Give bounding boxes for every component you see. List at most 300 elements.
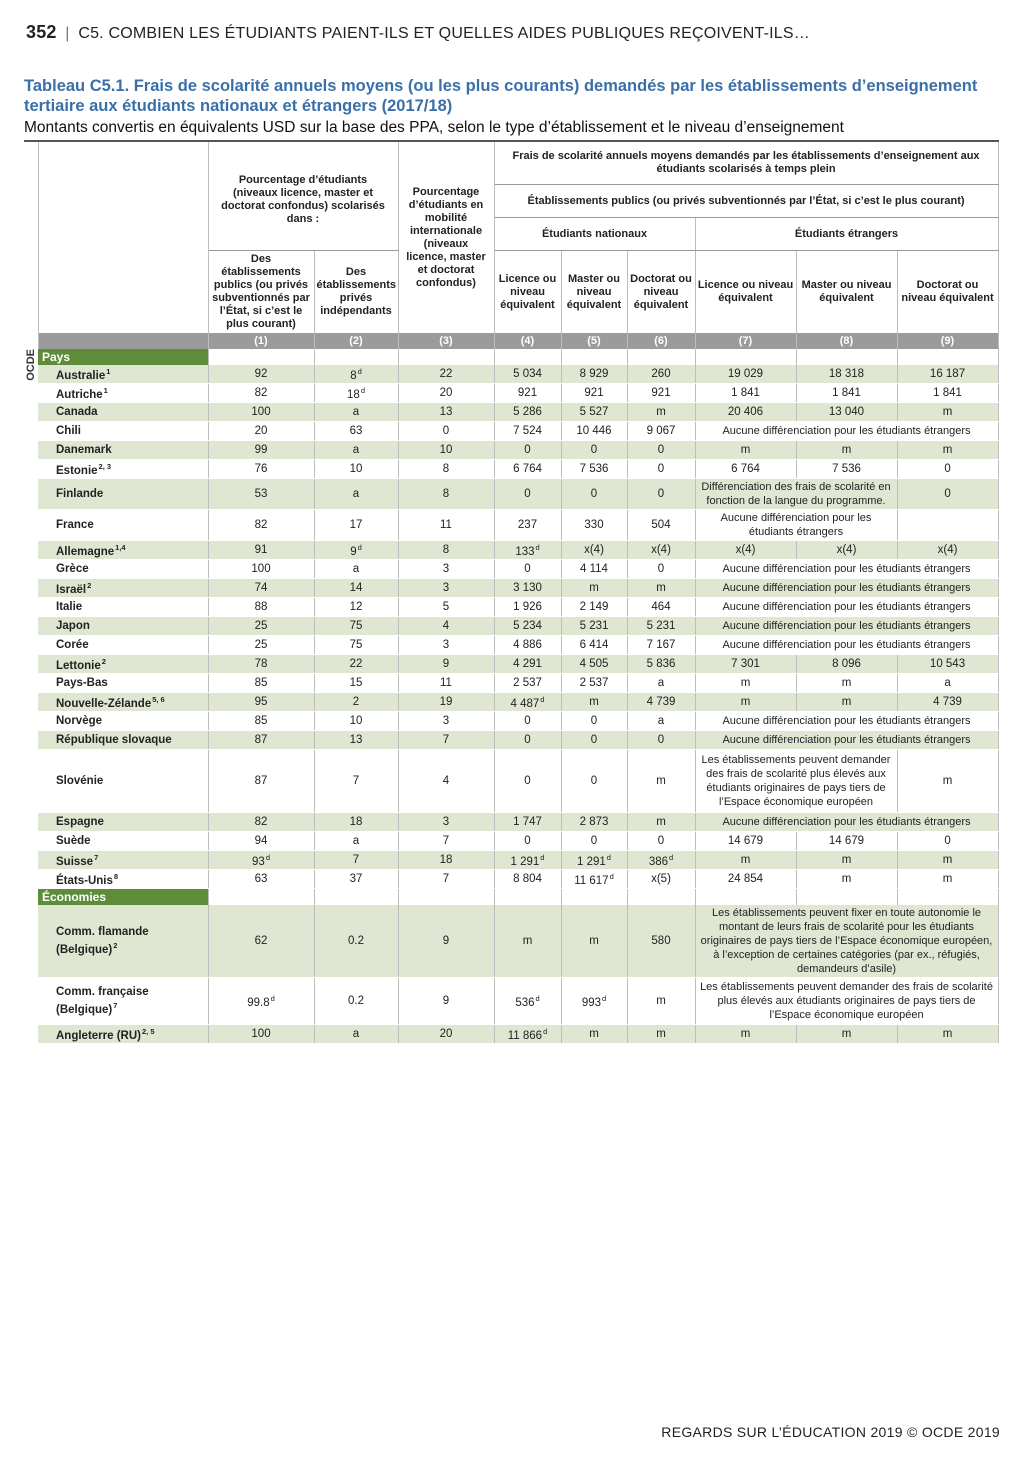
cell-value: 11 — [440, 677, 452, 689]
table-cell — [314, 1025, 398, 1044]
table-cell — [561, 636, 627, 655]
cell-value: 3 — [442, 563, 450, 575]
cell-value: 9 — [442, 658, 450, 670]
col-num: (1) — [208, 333, 314, 349]
cell-value: 1 841 — [933, 387, 962, 399]
country-name: Japon — [56, 620, 90, 632]
cell-value: 24 854 — [727, 873, 764, 885]
table-row — [24, 560, 998, 579]
table-cell — [627, 674, 695, 693]
table-cell — [398, 674, 494, 693]
table-cell — [695, 731, 998, 750]
cell-value: 19 — [439, 696, 453, 708]
table-cell — [494, 731, 561, 750]
header-separator: | — [65, 25, 70, 42]
table-row — [24, 598, 998, 617]
table-cell — [314, 851, 398, 870]
country-name: Corée — [56, 639, 89, 651]
table-cell — [695, 870, 796, 889]
cell-value: Les établissements peuvent demander des frais de scolarité plus élevés aux étudiants originaires de pays tiers de l’Espace économique européen — [700, 981, 993, 1021]
table-cell — [695, 674, 796, 693]
country-name: Grèce — [56, 563, 89, 575]
empty-cell — [314, 889, 398, 906]
cell-value: 386 — [648, 855, 668, 868]
cell-value: Aucune différenciation pour les étudiants étrangers — [722, 734, 971, 746]
cell-value: 4 487 — [510, 697, 540, 710]
table-cell — [494, 693, 561, 712]
cell-value: 2 537 — [579, 677, 609, 689]
header-doctorat-nat: Doctorat ou niveau équivalent — [627, 251, 695, 334]
cell-value: 99 — [254, 444, 268, 456]
table-cell — [561, 460, 627, 479]
table-cell — [897, 832, 998, 851]
cell-value: 88 — [254, 601, 268, 613]
cell-value: 0 — [657, 835, 665, 847]
table-cell — [695, 712, 998, 731]
cell-value: m — [656, 816, 666, 828]
header-pct-private: Des établissements privés indépendants — [314, 251, 398, 334]
table-cell — [695, 365, 796, 384]
table-row — [24, 422, 998, 441]
header-fees-group: Frais de scolarité annuels moyens demandés par les établissements d’enseignement aux étudiants scolarisés à temps plein — [494, 141, 998, 185]
cell-value: 993 — [581, 996, 601, 1009]
cell-value: x(4) — [836, 544, 857, 556]
empty-cell — [561, 889, 627, 906]
cell-value: 4 — [442, 775, 450, 787]
empty-cell — [897, 349, 998, 365]
cell-value: Aucune différenciation pour les étudiants étrangers — [722, 620, 971, 632]
cell-value: 22 — [349, 658, 363, 670]
table-cell — [796, 832, 897, 851]
row-label — [38, 731, 208, 750]
table-cell — [627, 384, 695, 403]
cell-value: 3 — [442, 582, 450, 594]
cell-value: 78 — [254, 658, 268, 670]
cell-value: Différenciation des frais de scolarité en fonction de la langue du programme. — [701, 481, 891, 507]
cell-value: a — [944, 677, 951, 689]
cell-value: m — [589, 582, 599, 594]
chapter-title: C5. COMBIEN LES ÉTUDIANTS PAIENT-ILS ET QUELLES AIDES PUBLIQUES REÇOIVENT-ILS… — [78, 25, 810, 42]
col-num: (7) — [695, 333, 796, 349]
country-note: 1,4 — [115, 543, 126, 553]
cell-value: 63 — [349, 425, 363, 437]
cell-value: 921 — [584, 387, 604, 399]
empty-cell — [796, 889, 897, 906]
cell-value: 8 — [350, 369, 357, 382]
cell-note: d — [543, 1027, 548, 1037]
cell-value: m — [656, 582, 666, 594]
cell-value: 75 — [349, 639, 363, 651]
country-note: 2 — [113, 941, 118, 951]
header-pct-public: Des établissements publics (ou privés subventionnés par l’État, si c’est le plus courant) — [208, 251, 314, 334]
cell-value: m — [740, 444, 751, 456]
table-cell — [494, 617, 561, 636]
table-cell — [897, 541, 998, 560]
table-cell — [314, 978, 398, 1025]
country-note: 5, 6 — [152, 695, 165, 705]
cell-value: 85 — [254, 677, 268, 689]
cell-value: a — [352, 406, 360, 418]
cell-value: 20 406 — [727, 406, 764, 418]
table-cell — [314, 598, 398, 617]
table-cell — [494, 510, 561, 541]
cell-value: 8 929 — [579, 368, 609, 380]
country-note: 2, 5 — [141, 1027, 155, 1037]
table-cell — [208, 384, 314, 403]
ocde-label-text: OCDE — [25, 349, 37, 381]
cell-value: m — [841, 696, 852, 708]
table-cell — [494, 750, 561, 813]
cell-value: 2 873 — [579, 816, 609, 828]
cell-value: 87 — [254, 775, 268, 787]
col-num: (4) — [494, 333, 561, 349]
table-cell — [208, 750, 314, 813]
table-cell — [695, 978, 998, 1025]
cell-value: m — [841, 677, 852, 689]
table-cell — [897, 510, 998, 541]
cell-value: 95 — [254, 696, 268, 708]
cell-value: 82 — [254, 816, 268, 828]
table-cell — [695, 598, 998, 617]
cell-value: 8 096 — [832, 658, 861, 670]
table-cell — [398, 655, 494, 674]
table-cell — [208, 422, 314, 441]
cell-value: m — [589, 696, 599, 708]
table-cell — [314, 813, 398, 832]
cell-value: 75 — [349, 620, 363, 632]
table-cell — [695, 422, 998, 441]
cell-value: Les établissements peuvent demander des frais de scolarité plus élevés aux étudiants originaires de pays tiers de l’Espace économique européen — [701, 754, 891, 808]
table-cell — [494, 851, 561, 870]
row-label — [38, 479, 208, 510]
row-label — [38, 851, 208, 870]
cell-value: 8 — [442, 488, 450, 500]
country-name: Chili — [56, 425, 81, 437]
table-cell — [796, 870, 897, 889]
cell-note: d — [540, 853, 545, 863]
table-row — [24, 905, 998, 978]
cell-value: 5 231 — [646, 620, 676, 632]
cell-value: 0 — [657, 734, 665, 746]
country-note: 7 — [94, 853, 99, 863]
table-cell — [897, 479, 998, 510]
cell-value: Aucune différenciation pour les étudiants étrangers — [722, 601, 971, 613]
side-spacer — [24, 889, 38, 1044]
cell-value: 7 — [442, 734, 450, 746]
table-cell — [561, 851, 627, 870]
cell-value: 7 167 — [646, 639, 676, 651]
table-cell — [314, 510, 398, 541]
cell-value: m — [740, 1028, 751, 1040]
table-cell — [695, 832, 796, 851]
table-row — [24, 870, 998, 889]
cell-value: 8 — [442, 544, 450, 556]
table-cell — [561, 693, 627, 712]
country-note: 2, 3 — [98, 462, 112, 472]
table-cell — [494, 978, 561, 1025]
col-num: (8) — [796, 333, 897, 349]
table-cell — [314, 905, 398, 978]
table-cell — [314, 460, 398, 479]
cell-note: d — [360, 386, 365, 396]
row-label — [38, 813, 208, 832]
cell-value: 4 739 — [646, 696, 676, 708]
cell-value: 16 187 — [929, 368, 966, 380]
header-public-institutions: Établissements publics (ou privés subventionnés par l’État, si c’est le plus courant) — [494, 185, 998, 218]
cell-value: 5 — [442, 601, 450, 613]
table-cell — [398, 384, 494, 403]
table-cell — [208, 978, 314, 1025]
table-cell — [208, 1025, 314, 1044]
table-row — [24, 541, 998, 560]
table-cell — [561, 617, 627, 636]
table-cell — [398, 636, 494, 655]
table-cell — [314, 636, 398, 655]
cell-value: m — [942, 406, 953, 418]
cell-note: d — [602, 994, 607, 1004]
table-cell — [398, 1025, 494, 1044]
cell-value: 0 — [590, 444, 598, 456]
table-cell — [314, 674, 398, 693]
table-cell — [314, 617, 398, 636]
cell-value: 25 — [254, 620, 268, 632]
cell-value: 9 067 — [646, 425, 676, 437]
table-cell — [695, 693, 796, 712]
empty-cell — [208, 889, 314, 906]
cell-value: 237 — [517, 519, 538, 531]
table-cell — [494, 403, 561, 422]
table-cell — [561, 905, 627, 978]
cell-note: d — [540, 695, 545, 705]
cell-value: 536 — [515, 996, 535, 1009]
cell-value: a — [352, 835, 360, 847]
row-label — [38, 636, 208, 655]
cell-value: 0 — [657, 563, 665, 575]
table-cell — [314, 693, 398, 712]
header-doctorat-for: Doctorat ou niveau équivalent — [897, 251, 998, 334]
empty-cell — [627, 889, 695, 906]
cell-value: 0.2 — [348, 935, 364, 947]
row-label — [38, 422, 208, 441]
cell-value: 6 764 — [513, 463, 542, 475]
cell-value: 62 — [254, 935, 268, 947]
table-cell — [398, 731, 494, 750]
cell-value: 260 — [651, 368, 671, 380]
cell-value: 10 — [349, 463, 363, 475]
cell-value: 14 — [349, 582, 363, 594]
table-cell — [561, 712, 627, 731]
header-licence-nat: Licence ou niveau équivalent — [494, 251, 561, 334]
cell-value: 20 — [254, 425, 268, 437]
table-cell — [494, 636, 561, 655]
cell-value: 0 — [524, 835, 531, 847]
cell-value: 19 029 — [727, 368, 764, 380]
cell-value: 25 — [254, 639, 268, 651]
cell-value: 18 — [349, 816, 363, 828]
table-cell — [398, 712, 494, 731]
cell-value: 0 — [524, 444, 531, 456]
cell-value: 0 — [590, 775, 598, 787]
cell-value: 0 — [657, 463, 665, 475]
table-cell — [398, 813, 494, 832]
country-name: Suède — [56, 835, 91, 847]
country-name: Estonie — [56, 464, 98, 477]
cell-value: 14 679 — [828, 835, 865, 847]
cell-value: 921 — [517, 387, 538, 399]
table-cell — [561, 479, 627, 510]
header-national-students: Étudiants nationaux — [494, 218, 695, 251]
cell-value: 9 — [442, 935, 450, 947]
section-row — [24, 349, 998, 365]
cell-value: 7 — [352, 854, 360, 866]
row-label — [38, 905, 208, 978]
cell-value: 15 — [349, 677, 363, 689]
table-cell — [208, 813, 314, 832]
country-name: Pays-Bas — [56, 677, 108, 689]
table-row — [24, 579, 998, 598]
col-num: (3) — [398, 333, 494, 349]
table-cell — [897, 870, 998, 889]
table-cell — [695, 851, 796, 870]
row-label — [38, 560, 208, 579]
table-cell — [208, 712, 314, 731]
cell-value: 3 130 — [513, 582, 542, 594]
table-cell — [561, 674, 627, 693]
table-cell — [494, 422, 561, 441]
cell-value: 2 — [352, 696, 360, 708]
table-cell — [494, 674, 561, 693]
table-row — [24, 693, 998, 712]
ocde-side-label — [24, 349, 38, 889]
table-cell — [314, 731, 398, 750]
table-cell — [398, 851, 494, 870]
table-cell — [314, 365, 398, 384]
table-cell — [398, 460, 494, 479]
country-name: Espagne — [56, 816, 104, 828]
row-label — [38, 712, 208, 731]
table-cell — [398, 441, 494, 460]
table-cell — [897, 384, 998, 403]
table-cell — [398, 541, 494, 560]
table-cell — [494, 598, 561, 617]
cell-value: 4 — [442, 620, 450, 632]
country-note: 2 — [101, 657, 106, 667]
cell-value: 330 — [584, 519, 604, 531]
table-row — [24, 712, 998, 731]
cell-value: x(4) — [937, 544, 958, 556]
cell-value: 0 — [944, 488, 951, 500]
cell-value: 0.2 — [348, 995, 364, 1007]
empty-cell — [561, 349, 627, 365]
empty-cell — [695, 349, 796, 365]
table-cell — [398, 870, 494, 889]
table-cell — [627, 851, 695, 870]
table-cell — [561, 731, 627, 750]
table-cell — [627, 560, 695, 579]
cell-value: 22 — [439, 368, 453, 380]
table-row — [24, 674, 998, 693]
cell-value: 20 — [439, 1028, 453, 1040]
cell-value: 87 — [254, 734, 268, 746]
cell-value: 94 — [254, 835, 268, 847]
table-cell — [561, 978, 627, 1025]
cell-value: 5 286 — [513, 406, 542, 418]
col-num: (6) — [627, 333, 695, 349]
row-label — [38, 510, 208, 541]
table-cell — [561, 384, 627, 403]
table-body — [24, 349, 998, 1044]
cell-value: 100 — [251, 1028, 271, 1040]
cell-note: d — [265, 853, 270, 863]
cell-value: 5 527 — [579, 406, 609, 418]
row-label — [38, 617, 208, 636]
cell-value: 85 — [254, 715, 268, 727]
cell-note: d — [357, 543, 362, 553]
country-name: Comm. flamande (Belgique) — [56, 926, 149, 956]
table-cell — [494, 384, 561, 403]
table-cell — [561, 579, 627, 598]
table-cell — [398, 403, 494, 422]
table-cell — [398, 978, 494, 1025]
cell-value: m — [740, 854, 751, 866]
cell-value: 76 — [254, 463, 268, 475]
empty-cell — [398, 889, 494, 906]
table-cell — [398, 832, 494, 851]
table-cell — [796, 384, 897, 403]
cell-value: 0 — [524, 563, 531, 575]
cell-value: 7 — [442, 873, 450, 885]
cell-value: 0 — [524, 734, 531, 746]
table-cell — [627, 636, 695, 655]
table-row — [24, 460, 998, 479]
cell-value: Aucune différenciation pour les étudiants étrangers — [722, 563, 971, 575]
cell-note: d — [606, 853, 611, 863]
table-cell — [494, 579, 561, 598]
cell-value: 20 — [439, 387, 453, 399]
cell-value: 0 — [944, 835, 951, 847]
cell-value: 7 524 — [513, 425, 542, 437]
table-row — [24, 750, 998, 813]
table-cell — [627, 832, 695, 851]
cell-value: 5 231 — [579, 620, 609, 632]
table-cell — [208, 905, 314, 978]
header-mobility: Pourcentage d’étudiants en mobilité internationale (niveaux licence, master et doctorat confondus) — [398, 141, 494, 333]
page-header — [26, 22, 810, 43]
table-cell — [208, 541, 314, 560]
cell-value: 13 040 — [828, 406, 865, 418]
table-row — [24, 832, 998, 851]
table-row — [24, 978, 998, 1025]
section-label: Pays — [38, 349, 208, 365]
country-name: Angleterre (RU) — [56, 1029, 141, 1042]
table-cell — [208, 636, 314, 655]
table-cell — [897, 403, 998, 422]
table-cell — [695, 905, 998, 978]
table-cell — [314, 750, 398, 813]
tuition-fees-table — [24, 140, 999, 1044]
table-cell — [627, 905, 695, 978]
cell-value: 0 — [524, 715, 531, 727]
cell-value: 504 — [651, 519, 671, 531]
table-cell — [561, 441, 627, 460]
table-cell — [314, 541, 398, 560]
cell-value: 2 537 — [513, 677, 542, 689]
table-cell — [314, 655, 398, 674]
table-cell — [695, 384, 796, 403]
cell-value: m — [589, 1028, 599, 1040]
cell-value: 921 — [651, 387, 671, 399]
table-row — [24, 813, 998, 832]
